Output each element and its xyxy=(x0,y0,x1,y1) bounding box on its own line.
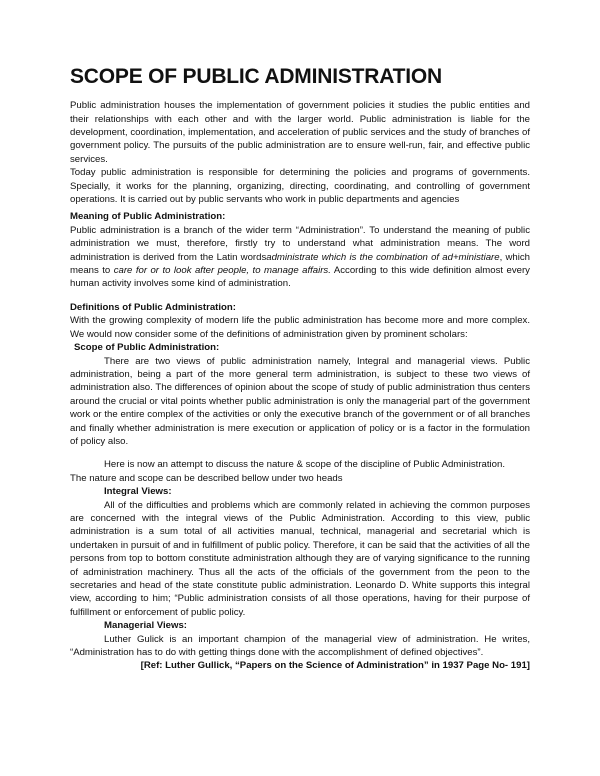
scope-heading: Scope of Public Administration: xyxy=(74,342,220,354)
meaning-text-d: care for or to look after people, to manage affairs. xyxy=(113,265,331,277)
document-page xyxy=(70,64,530,673)
definitions-heading: Definitions of Public Administration: xyxy=(70,301,236,313)
intro-paragraph-1: Public administration houses the implementation of government policies it studies the public entities and their relationships with each other and with the larger world. Public administration is liable for the development, coordination, implementation, and acceleration of public services and the study of branches of government policy. The pursuits of the public administration are to ensure well-run, fair, and effective public services. xyxy=(70,100,530,165)
meaning-heading: Meaning of Public Administration: xyxy=(70,211,226,223)
managerial-heading: Managerial Views: xyxy=(104,620,188,632)
nature-paragraph-2: The nature and scope can be described bellow under two heads xyxy=(70,472,343,484)
intro-paragraph-2: Today public administration is responsible for determining the policies and programs of governments. Specially, it works for the planning, organizing, directing, coordinating, and controlling of government operations. It is carried out by public servants who work in public departments and agencies xyxy=(70,167,530,206)
integral-paragraph: All of the difficulties and problems which are commonly related in achieving the common purposes are concerned with the integral views of the Public Administration. According to this view, public administration is a sum total of all activities manual, technical, managerial and secretarial which is undertaken in pursuit of and in fulfillment of public policy. Therefore, it can be said that the activities of all the persons from top to bottom constitute administration although they are of varying significance to the running of administration machinery. Thus all the acts of the officials of the government from the peon to the secretaries and head of the state constitute public administration. Leonardo D. White supports this integral view, according to him; “Public administration consists of all those operations, having for their purpose of fulfillment or enforcement of public policy. xyxy=(70,499,530,618)
meaning-text-b: administrate which is the combination of ad+ministiare xyxy=(266,251,500,263)
integral-heading: Integral Views: xyxy=(104,486,172,498)
meaning-paragraph xyxy=(70,224,530,291)
meaning-text-a: Public administration is a branch of the wider term “Administration”. To understand the meaning of public administration we must, therefore, firstly try to understand what administration means. The word administration is derived from the Latin words xyxy=(70,224,530,263)
managerial-paragraph: Luther Gulick is an important champion of the managerial view of administration. He writes, “Administration has to do with getting things done with the accomplishment of defined objectives”. xyxy=(70,633,530,659)
meaning-text-e: According to this wide definition almost every human activity involves some kind of administration. xyxy=(70,265,530,290)
definitions-paragraph: With the growing complexity of modern life the public administration has become more and more complex. We would now consider some of the definitions of administration given by prominent scholars: xyxy=(70,315,530,340)
meaning-text-c: , which means to xyxy=(70,251,530,277)
scope-paragraph: There are two views of public administration namely, Integral and managerial views. Public administration, being a part of the more general term administration, is subject to these two views of administration also. The differences of opinion about the scope of study of public administration thus centers around the crucial or vital points whether public administration is only the managerial part of the government work or the entire complex of the activities or only the executive branch of the government or of all branches and finally whether administration is mere execution or application of policy or is a factor in the formulation of policy also. xyxy=(70,355,530,447)
reference-citation: [Ref: Luther Gullick, “Papers on the Science of Administration” in 1937 Page No- 191] xyxy=(140,660,530,672)
page-title: SCOPE OF PUBLIC ADMINISTRATION xyxy=(70,65,443,88)
nature-paragraph-1: Here is now an attempt to discuss the nature & scope of the discipline of Public Administration. xyxy=(104,459,506,471)
